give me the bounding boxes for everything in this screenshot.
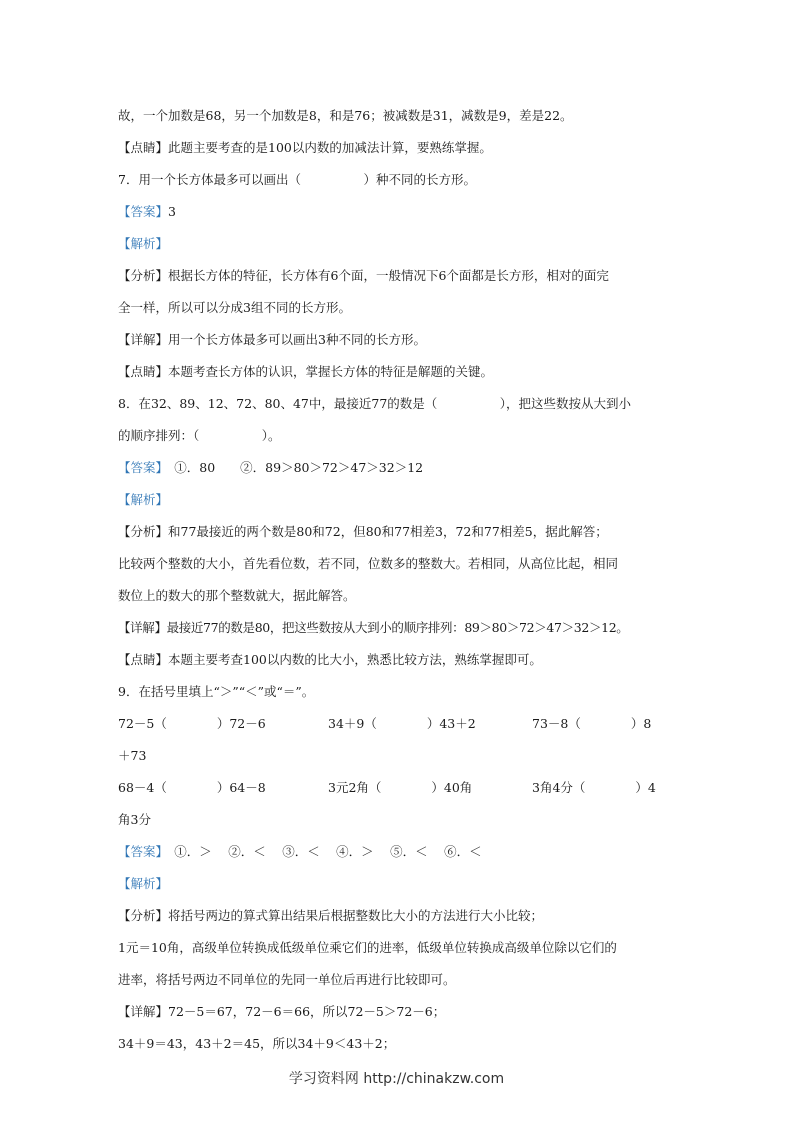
- compare-row: [118, 708, 678, 740]
- text-line: 故，一个加数是68，另一个加数是8，和是76；被减数是31，减数是9，差是22。: [118, 108, 573, 123]
- text-line: ＋73: [118, 748, 147, 763]
- question-9: 9．在括号里填上“＞”“＜”或“＝”。: [118, 684, 315, 699]
- analysis-tag: 【解析】: [118, 876, 169, 891]
- text-line: 【点睛】此题主要考查的是100以内数的加减法计算，要熟练掌握。: [118, 140, 492, 155]
- analysis-tag: 【解析】: [118, 236, 169, 251]
- compare-item: 34＋9（ ）43＋2: [328, 716, 476, 731]
- text-line: 【点睛】本题考查长方体的认识，掌握长方体的特征是解题的关键。: [118, 364, 494, 379]
- text-line: 【详解】最接近77的数是80，把这些数按从大到小的顺序排列：89＞80＞72＞47＞32＞12。: [118, 620, 629, 635]
- compare-item: 3角4分（ ）4: [532, 780, 656, 795]
- text-line: 【分析】将括号两边的算式算出结果后根据整数比大小的方法进行大小比较；: [118, 908, 544, 923]
- compare-item: 73－8（ ）8: [532, 716, 652, 731]
- answer-tag: 【答案】: [118, 844, 162, 859]
- answer-tag: 【答案】: [118, 460, 162, 475]
- page-footer: 学习资料网 http://chinakzw.com: [288, 1071, 505, 1087]
- text-line: 比较两个整数的大小，首先看位数，若不同，位数多的整数大。若相同，从高位比起，相同: [118, 556, 619, 571]
- answer-tag: 【答案】: [118, 204, 169, 219]
- text-line: 的顺序排列：（ ）。: [118, 428, 281, 443]
- text-line: 【点睛】本题主要考查100以内数的比大小，熟悉比较方法，熟练掌握即可。: [118, 652, 542, 667]
- text-line: 【详解】72－5＝67，72－6＝66，所以72－5＞72－6；: [118, 1004, 446, 1019]
- text-line: 进率，将括号两边不同单位的先同一单位后再进行比较即可。: [118, 972, 456, 987]
- text-line: 【详解】用一个长方体最多可以画出3种不同的长方形。: [118, 332, 426, 347]
- text-line: 数位上的数大的那个整数就大，据此解答。: [118, 588, 356, 603]
- text-line: 【分析】根据长方体的特征，长方体有6个面，一般情况下6个面都是长方形，相对的面完: [118, 268, 609, 283]
- answer-value: ①．＞ ②．＜ ③．＜ ④．＞ ⑤．＜ ⑥．＜: [161, 844, 482, 859]
- answer-line: [118, 452, 678, 484]
- answer-value: ①．80 ②．89＞80＞72＞47＞32＞12: [161, 460, 424, 475]
- text-line: 1元＝10角，高级单位转换成低级单位乘它们的进率，低级单位转换成高级单位除以它们的: [118, 940, 617, 955]
- text-line: 角3分: [118, 812, 151, 827]
- answer-value: 3: [168, 204, 176, 219]
- text-line: 【分析】和77最接近的两个数是80和72，但80和77相差3，72和77相差5，据此解答；: [118, 524, 608, 539]
- compare-item: 3元2角（ ）40角: [328, 780, 473, 795]
- question-8: 8．在32、89、12、72、80、47中，最接近77的数是（ ），把这些数按从大到小: [118, 396, 632, 411]
- analysis-tag: 【解析】: [118, 492, 169, 507]
- text-line: 全一样，所以可以分成3组不同的长方形。: [118, 300, 351, 315]
- compare-item: 68－4（ ）64－8: [118, 780, 266, 795]
- compare-item: 72－5（ ）72－6: [118, 716, 266, 731]
- answer-line: [118, 196, 678, 228]
- document-body: [118, 100, 678, 1060]
- compare-row: [118, 772, 678, 804]
- question-7: 7．用一个长方体最多可以画出（ ）种不同的长方形。: [118, 172, 476, 187]
- text-line: 34＋9＝43，43＋2＝45，所以34＋9＜43＋2；: [118, 1036, 396, 1051]
- answer-line: [118, 836, 678, 868]
